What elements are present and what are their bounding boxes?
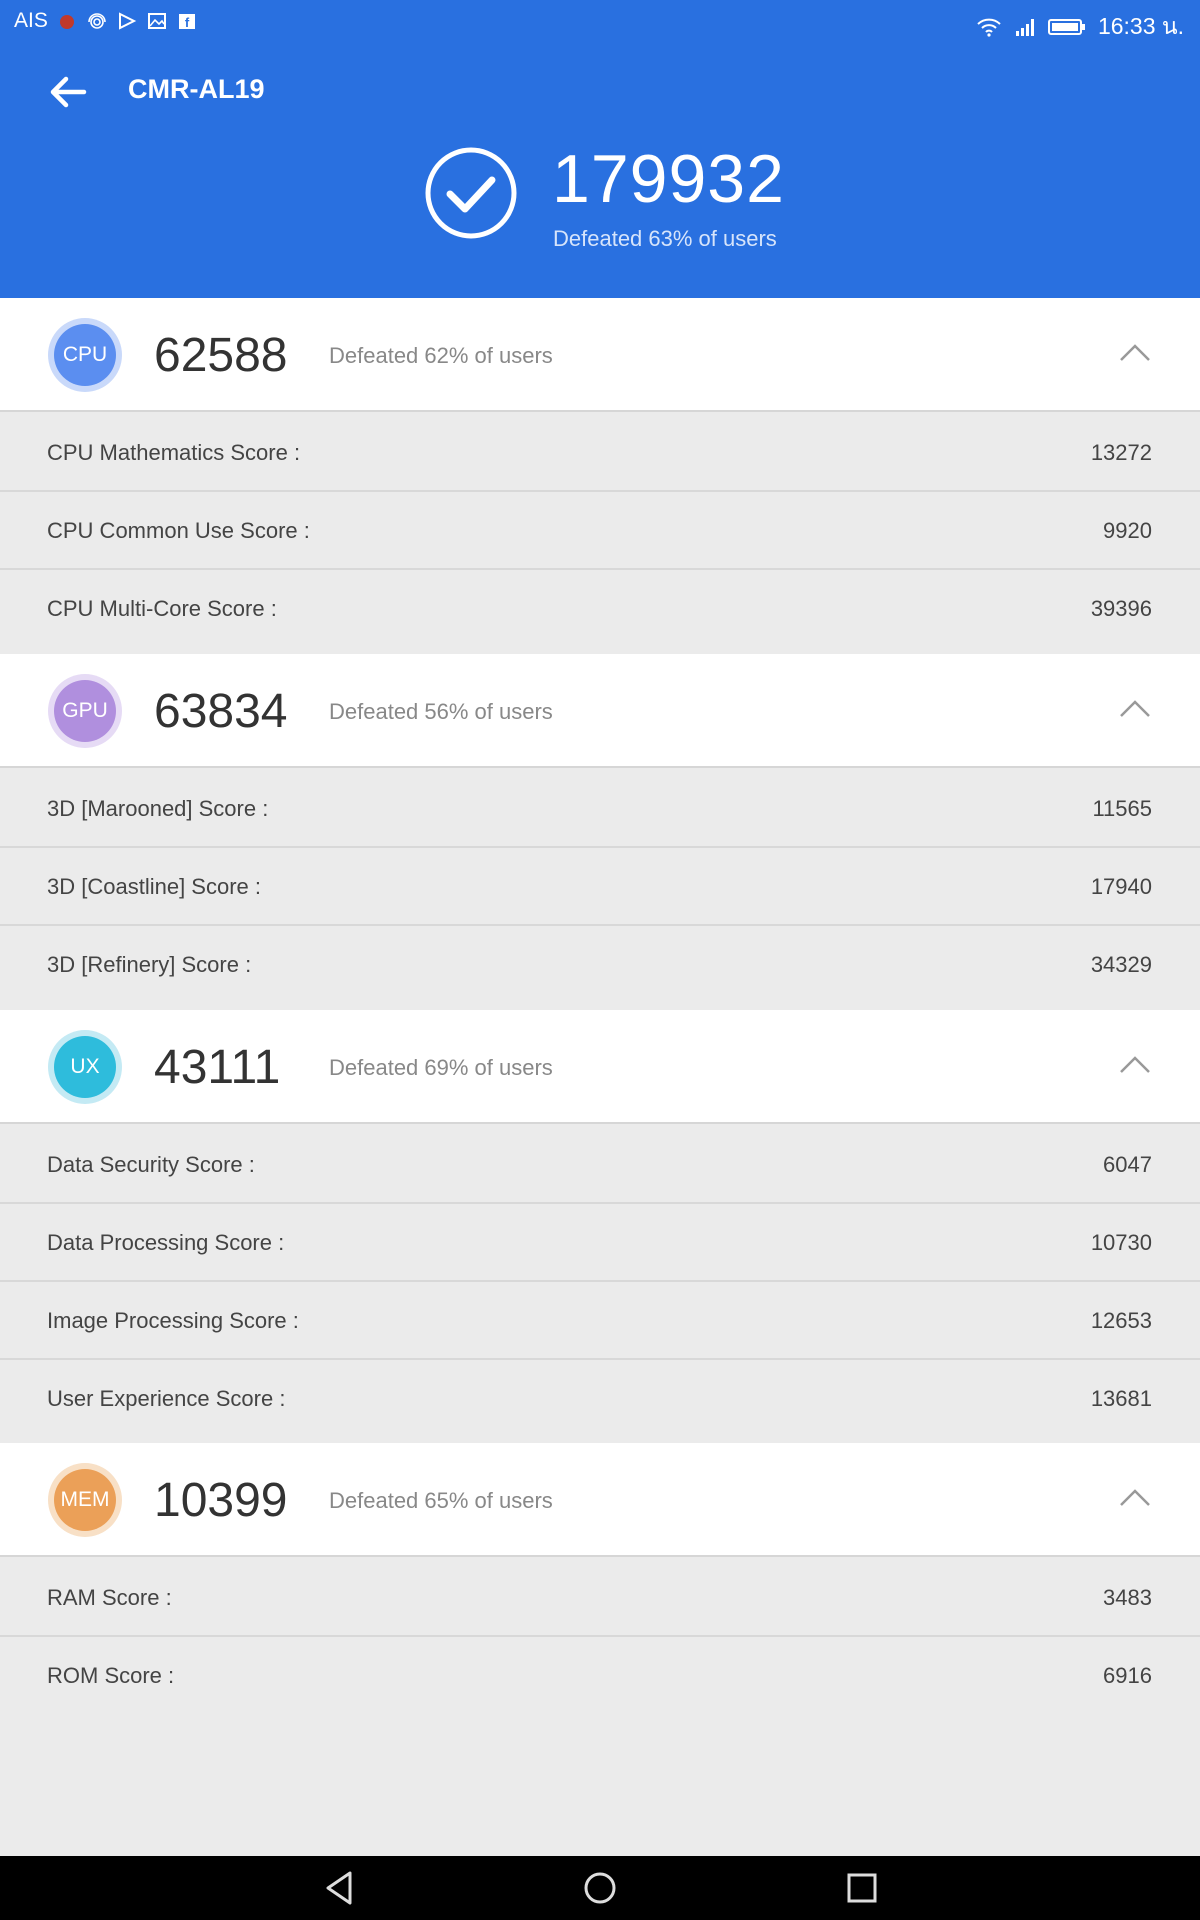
row-value: 6916 <box>1103 1663 1152 1688</box>
score-row <box>0 1204 1200 1282</box>
ux-defeated-text: Defeated 69% of users <box>329 1055 553 1080</box>
row-label: 3D [Coastline] Score : <box>47 874 261 899</box>
row-label: CPU Common Use Score : <box>47 518 310 543</box>
row-value: 12653 <box>1090 1308 1152 1333</box>
fingerprint-icon <box>86 10 108 32</box>
section-gpu-header[interactable] <box>0 654 1200 768</box>
row-label: Image Processing Score : <box>47 1308 299 1333</box>
row-label: RAM Score : <box>47 1585 172 1610</box>
row-value: 13681 <box>1090 1386 1152 1411</box>
ux-badge-label: UX <box>54 1036 116 1098</box>
total-score: 179932 <box>552 141 785 217</box>
score-row <box>0 1360 1200 1438</box>
section-ux-header[interactable] <box>0 1010 1200 1124</box>
section-cpu-header[interactable] <box>0 298 1200 412</box>
facebook-icon <box>176 10 198 32</box>
mem-score: 10399 <box>154 1474 288 1527</box>
mem-defeated-text: Defeated 65% of users <box>329 1488 553 1513</box>
check-circle-icon <box>424 146 518 240</box>
cpu-badge <box>48 318 122 392</box>
gpu-score: 63834 <box>154 685 288 738</box>
cpu-defeated-text: Defeated 62% of users <box>329 343 553 368</box>
row-label: 3D [Marooned] Score : <box>47 796 269 821</box>
gallery-icon <box>146 10 168 32</box>
score-row <box>0 1559 1200 1637</box>
score-row <box>0 1282 1200 1360</box>
score-row <box>0 492 1200 570</box>
gpu-badge <box>48 674 122 748</box>
row-label: Data Security Score : <box>47 1152 255 1177</box>
row-label: CPU Multi-Core Score : <box>47 596 277 621</box>
gpu-badge-label: GPU <box>54 680 116 742</box>
row-value: 9920 <box>1103 518 1152 543</box>
score-row <box>0 926 1200 1004</box>
system-nav-bar <box>0 1856 1200 1920</box>
row-value: 13272 <box>1090 440 1152 465</box>
mem-badge <box>48 1463 122 1537</box>
row-label: CPU Mathematics Score : <box>47 440 301 465</box>
cpu-score: 62588 <box>154 329 288 382</box>
gpu-defeated-text: Defeated 56% of users <box>329 699 553 724</box>
total-defeated-text: Defeated 63% of users <box>553 226 777 251</box>
status-bar <box>0 0 1200 44</box>
chevron-up-icon[interactable] <box>1118 1481 1152 1515</box>
wifi-icon <box>976 16 1002 38</box>
row-value: 17940 <box>1090 874 1152 899</box>
ux-score: 43111 <box>154 1041 281 1094</box>
app-notification-icon <box>56 10 78 32</box>
chevron-up-icon[interactable] <box>1118 692 1152 726</box>
row-value: 10730 <box>1090 1230 1152 1255</box>
row-label: Data Processing Score : <box>47 1230 285 1255</box>
score-row <box>0 1637 1200 1715</box>
svg-text:f: f <box>184 15 190 30</box>
nav-home-icon[interactable] <box>580 1868 620 1908</box>
row-value: 3483 <box>1103 1585 1152 1610</box>
section-mem-header[interactable] <box>0 1443 1200 1557</box>
signal-icon <box>1014 16 1036 38</box>
back-arrow-icon[interactable] <box>46 70 90 114</box>
cpu-badge-label: CPU <box>54 324 116 386</box>
play-store-icon <box>116 10 138 32</box>
battery-icon <box>1048 16 1086 38</box>
row-label: User Experience Score : <box>47 1386 286 1411</box>
row-value: 39396 <box>1090 596 1152 621</box>
app-header <box>0 0 1200 298</box>
score-row <box>0 848 1200 926</box>
device-title: CMR-AL19 <box>128 74 265 104</box>
clock: 16:33 น. <box>1097 13 1184 39</box>
score-row <box>0 414 1200 492</box>
mem-badge-label: MEM <box>54 1469 116 1531</box>
row-label: ROM Score : <box>47 1663 175 1688</box>
score-row <box>0 1126 1200 1204</box>
row-value: 11565 <box>1092 796 1152 821</box>
score-row <box>0 770 1200 848</box>
row-value: 34329 <box>1090 952 1152 977</box>
row-label: 3D [Refinery] Score : <box>47 952 252 977</box>
chevron-up-icon[interactable] <box>1118 336 1152 370</box>
row-value: 6047 <box>1103 1152 1152 1177</box>
ux-badge <box>48 1030 122 1104</box>
nav-recents-icon[interactable] <box>842 1868 882 1908</box>
nav-back-icon[interactable] <box>320 1868 360 1908</box>
score-row <box>0 570 1200 648</box>
carrier-label: AIS <box>14 9 48 32</box>
chevron-up-icon[interactable] <box>1118 1048 1152 1082</box>
